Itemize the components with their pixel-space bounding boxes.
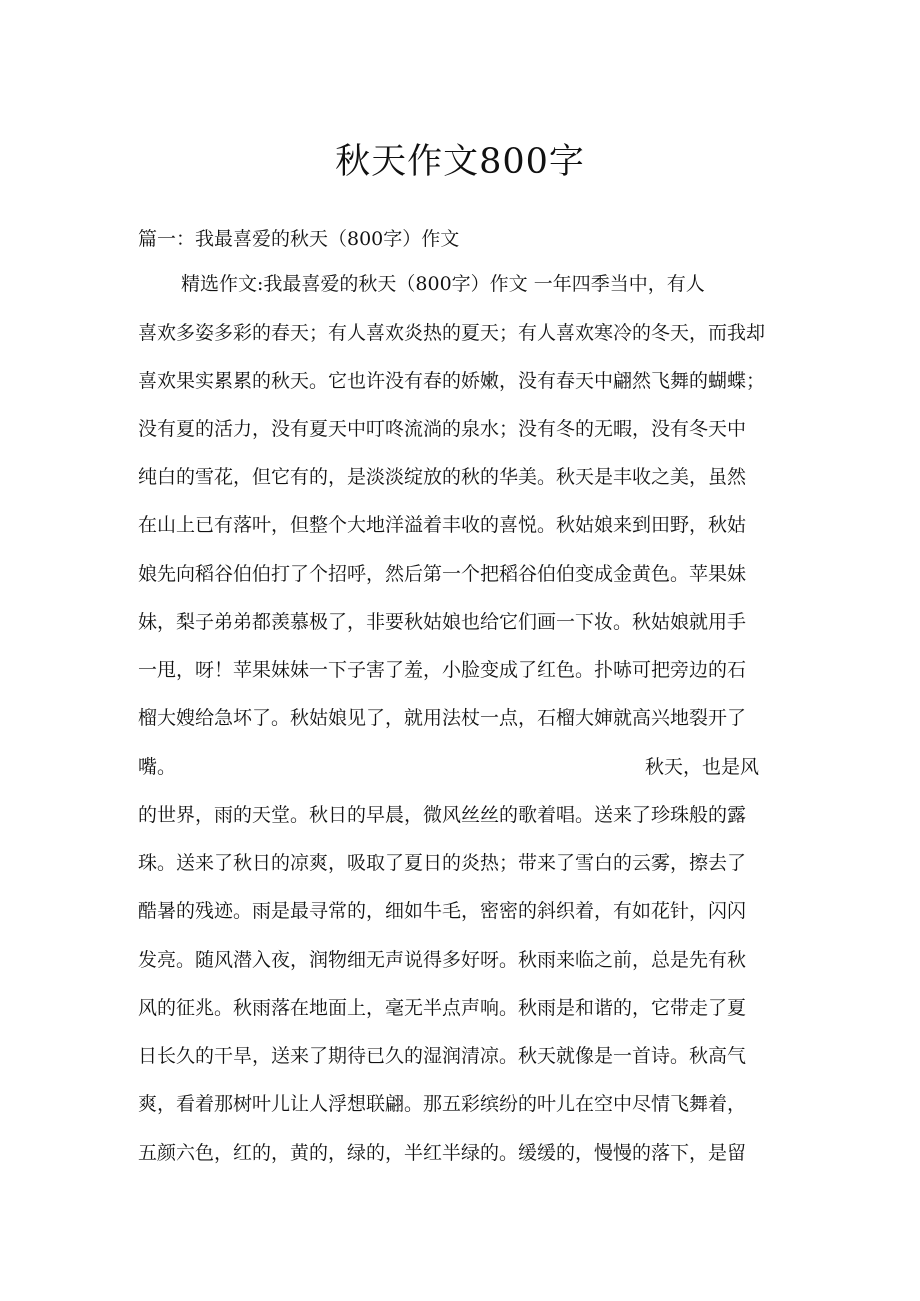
paragraph-line: 珠。送来了秋日的凉爽，吸取了夏日的炎热；带来了雪白的云雾，擦去了	[138, 852, 747, 874]
paragraph-line: 嘴。	[138, 756, 177, 778]
section-heading: 篇一：我最喜爱的秋天（800字）作文	[138, 228, 460, 250]
paragraph-line: 纯白的雪花，但它有的，是淡淡绽放的秋的华美。秋天是丰收之美，虽然	[138, 466, 747, 488]
paragraph-line: 没有夏的活力，没有夏天中叮咚流淌的泉水；没有冬的无暇，没有冬天中	[138, 418, 747, 440]
paragraph-line: 的世界，雨的天堂。秋日的早晨，微风丝丝的歌着唱。送来了珍珠般的露	[138, 804, 747, 826]
paragraph-line: 五颜六色，红的，黄的，绿的，半红半绿的。缓缓的，慢慢的落下，是留	[138, 1142, 747, 1164]
paragraph-line: 一甩，呀！苹果妹妹一下子害了羞，小脸变成了红色。扑哧可把旁边的石	[138, 659, 747, 681]
paragraph-line: 酷暑的残迹。雨是最寻常的，细如牛毛，密密的斜织着，有如花针，闪闪	[138, 900, 747, 922]
paragraph-line: 风的征兆。秋雨落在地面上，毫无半点声响。秋雨是和谐的，它带走了夏	[138, 997, 747, 1019]
paragraph-line: 在山上已有落叶，但整个大地洋溢着丰收的喜悦。秋姑娘来到田野，秋姑	[138, 514, 747, 536]
paragraph-line: 爽，看着那树叶儿让人浮想联翩。那五彩缤纷的叶儿在空中尽情飞舞着，	[138, 1093, 747, 1115]
paragraph-line: 发亮。随风潜入夜，润物细无声说得多好呀。秋雨来临之前，总是先有秋	[138, 949, 747, 971]
paragraph-line: 榴大嫂给急坏了。秋姑娘见了，就用法杖一点，石榴大婶就高兴地裂开了	[138, 707, 747, 729]
paragraph-line: 娘先向稻谷伯伯打了个招呼，然后第一个把稻谷伯伯变成金黄色。苹果妹	[138, 563, 747, 585]
paragraph-line: 精选作文:我最喜爱的秋天（800字）作文 一年四季当中，有人	[181, 273, 705, 295]
paragraph-line: 喜欢果实累累的秋天。它也许没有春的娇嫩，没有春天中翩然飞舞的蝴蝶；	[138, 370, 766, 392]
paragraph-line-fragment: 秋天，也是风	[645, 756, 760, 778]
paragraph-line: 喜欢多姿多彩的春天；有人喜欢炎热的夏天；有人喜欢寒冷的冬天，而我却	[138, 322, 766, 344]
paragraph-line: 日长久的干旱，送来了期待已久的湿润清凉。秋天就像是一首诗。秋高气	[138, 1045, 747, 1067]
document-title: 秋天作文800字	[335, 142, 585, 182]
paragraph-line: 妹，梨子弟弟都羡慕极了，非要秋姑娘也给它们画一下妆。秋姑娘就用手	[138, 611, 747, 633]
